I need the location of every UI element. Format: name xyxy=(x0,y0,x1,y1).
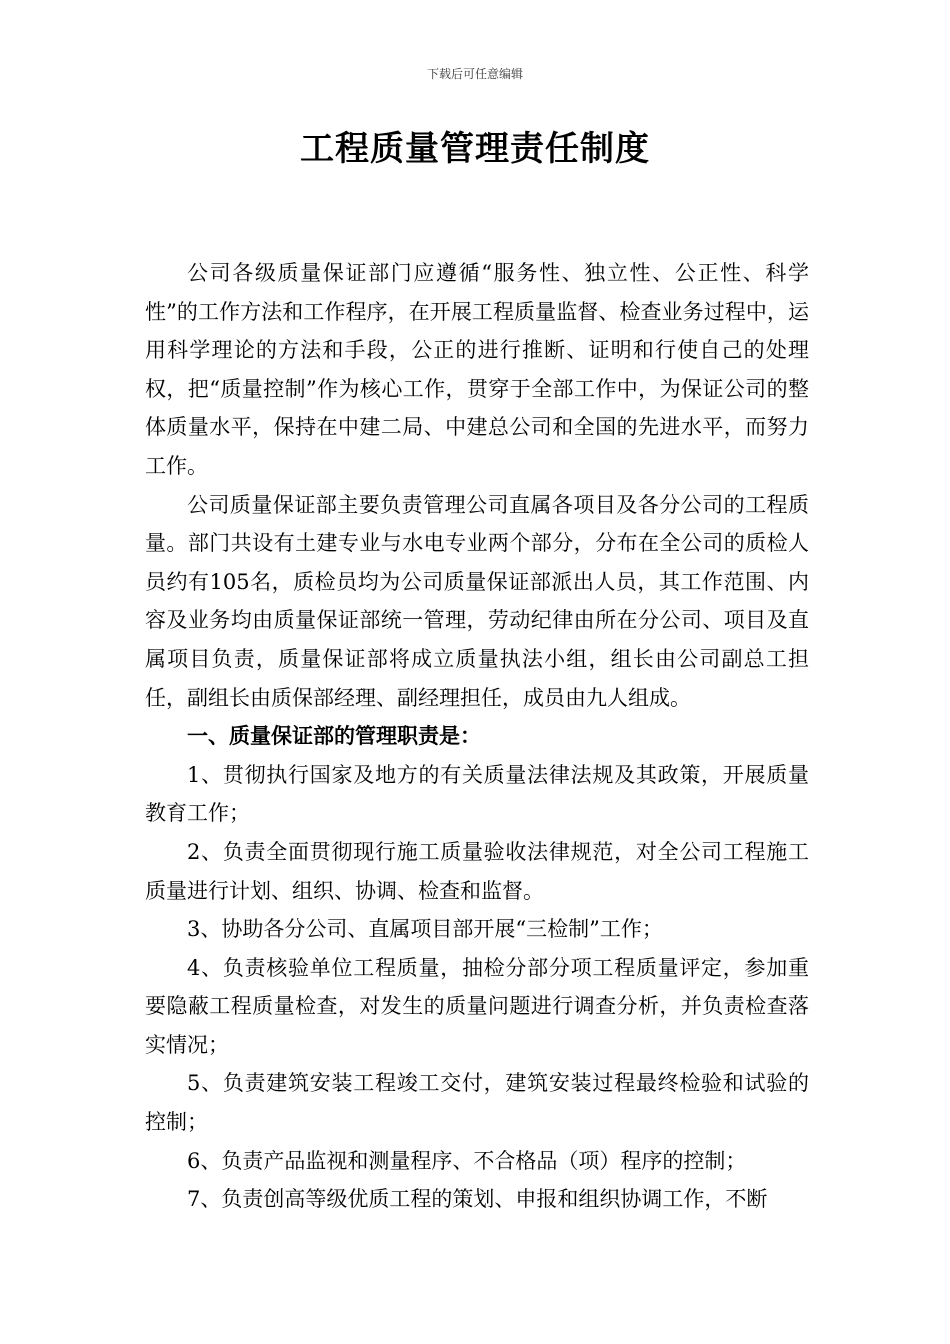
duty-item-5: 5、负责建筑安装工程竣工交付，建筑安装过程最终检验和试验的控制； xyxy=(145,1071,809,1135)
header-note: 下载后可任意编辑 xyxy=(426,67,523,81)
duty-item-7: 7、负责创高等级优质工程的策划、申报和组织协调工作，不断 xyxy=(187,1187,768,1212)
duty-item-4: 4、负责核验单位工程质量，抽检分部分项工程质量评定，参加重要隐蔽工程质量检查，对发生的质量问题进行调查分析，并负责检查落实情况； xyxy=(145,955,809,1057)
document-body xyxy=(145,254,809,1219)
duty-item-2: 2、负责全面贯彻现行施工质量验收法律规范，对全公司工程施工质量进行计划、组织、协调、检查和监督。 xyxy=(145,839,809,903)
duty-item-1: 1、贯彻执行国家及地方的有关质量法律法规及其政策，开展质量教育工作； xyxy=(145,762,809,826)
paragraph-principles: 公司各级质量保证部门应遵循“服务性、独立性、公正性、科学性”的工作方法和工作程序，在开展工程质量监督、检查业务过程中，运用科学理论的方法和手段，公正的进行推断、证明和行使自己的处理权，把“质量控制”作为核心工作，贯穿于全部工作中，为保证公司的整体质量水平，保持在中建二局、中建总公司和全国的先进水平，而努力工作。 xyxy=(145,261,809,478)
section-heading: 一、质量保证部的管理职责是： xyxy=(187,723,481,749)
duty-item-3: 3、协助各分公司、直属项目部开展“三检制”工作； xyxy=(187,917,663,942)
paragraph-department: 公司质量保证部主要负责管理公司直属各项目及各分公司的工程质量。部门共设有土建专业与水电专业两个部分，分布在全公司的质检人员约有105名，质检员均为公司质量保证部派出人员，其工作范围、内容及业务均由质量保证部统一管理，劳动纪律由所在分公司、项目及直属项目负责，质量保证部将成立质量执法小组，组长由公司副总工担任，副组长由质保部经理、副经理担任，成员由九人组成。 xyxy=(145,492,809,710)
duty-item-6: 6、负责产品监视和测量程序、不合格品（项）程序的控制； xyxy=(187,1148,747,1173)
document-title: 工程质量管理责任制度 xyxy=(300,129,650,169)
